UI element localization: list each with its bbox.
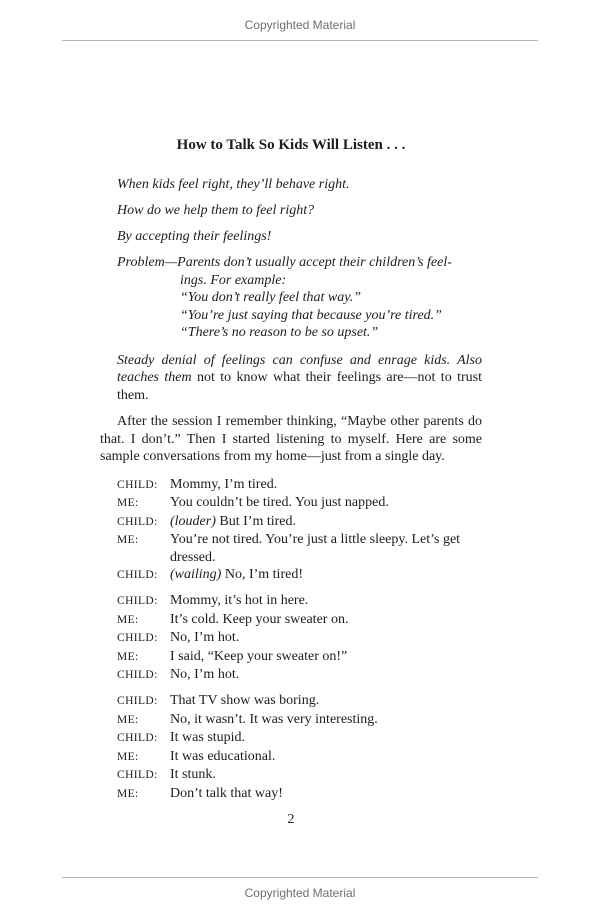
lead-paragraph: When kids feel right, they’ll behave right. xyxy=(117,177,350,192)
dialogue-group xyxy=(117,592,482,685)
steady-italic-segment: Steady denial of feelings can confuse and enrage kids. Also teaches them xyxy=(117,352,482,385)
dialogue-line xyxy=(117,648,482,667)
dialogue-text: Don’t talk that way! xyxy=(170,785,283,801)
speaker-label: ME: xyxy=(117,534,139,546)
speaker-label: CHILD: xyxy=(117,769,158,781)
dialogue-line xyxy=(117,748,482,767)
example-quote: “There’s no reason to be so upset.” xyxy=(180,325,379,340)
problem-examples xyxy=(117,289,482,342)
example-quote: “You don’t really feel that way.” xyxy=(180,290,361,305)
dialogue-text: Mommy, I’m tired. xyxy=(170,476,278,492)
dialogue-line xyxy=(117,785,482,804)
dialogue-text: You couldn’t be tired. You just napped. xyxy=(170,495,389,510)
speaker-label: CHILD: xyxy=(117,478,158,491)
dialogue-text: No, I’m hot. xyxy=(170,630,240,645)
dialogue-text: Mommy, it’s hot in here. xyxy=(170,593,309,608)
dialogue-line xyxy=(117,629,482,648)
dialogue-line xyxy=(117,476,482,495)
speaker-label: ME: xyxy=(117,713,139,726)
steady-denial-paragraph xyxy=(117,352,482,405)
speaker-label: ME: xyxy=(117,650,139,663)
dialogue-text: I said, “Keep your sweater on!” xyxy=(170,648,348,664)
dialogue-line xyxy=(117,494,482,513)
dialogue-text: It’s cold. Keep your sweater on. xyxy=(170,611,349,627)
after-session-paragraph: After the session I remember thinking, “Maybe other parents do that. I don’t.” Then I started listening to myself. Here are some sample conversations from my home—just from a single day. xyxy=(100,414,482,464)
speaker-label: ME: xyxy=(117,787,139,800)
stage-direction: (louder) xyxy=(170,513,216,529)
speaker-label: ME: xyxy=(117,497,139,509)
copyright-notice-bottom: Copyrighted Material xyxy=(244,886,356,900)
dialogue-line xyxy=(117,513,482,532)
speaker-label: CHILD: xyxy=(117,695,158,707)
lead-paragraph: How do we help them to feel right? xyxy=(117,203,315,218)
dialogue-text: That TV show was boring. xyxy=(170,693,320,708)
dialogue-line xyxy=(117,566,482,585)
book-page-content xyxy=(100,136,482,828)
speaker-label: CHILD: xyxy=(117,632,158,644)
speaker-label: ME: xyxy=(117,613,139,626)
speaker-label: CHILD: xyxy=(117,515,158,528)
dialogue-line xyxy=(117,729,482,748)
top-divider xyxy=(62,40,538,41)
speaker-label: CHILD: xyxy=(117,669,158,681)
example-quote: “You’re just saying that because you’re tired.” xyxy=(180,307,442,323)
dialogue-section xyxy=(100,476,482,804)
speaker-label: ME: xyxy=(117,750,139,763)
dialogue-line xyxy=(117,531,482,566)
page-number: 2 xyxy=(287,811,295,827)
dialogue-text: (louder) But I’m tired. xyxy=(170,513,296,529)
dialogue-line xyxy=(117,592,482,611)
dialogue-text: You’re not tired. You’re just a little sleepy. Let’s get dressed. xyxy=(170,532,461,565)
dialogue-text: It was educational. xyxy=(170,748,276,764)
problem-block xyxy=(117,254,482,342)
copyright-notice-top: Copyrighted Material xyxy=(244,18,356,32)
bottom-divider xyxy=(62,877,538,878)
dialogue-line xyxy=(117,666,482,685)
dialogue-group xyxy=(117,692,482,803)
dialogue-line xyxy=(117,711,482,730)
dialogue-line xyxy=(117,766,482,785)
dialogue-text: It was stupid. xyxy=(170,730,246,745)
dialogue-text: (wailing) No, I’m tired! xyxy=(170,567,303,582)
dialogue-text: No, I’m hot. xyxy=(170,667,240,682)
dialogue-text: No, it wasn’t. It was very interesting. xyxy=(170,711,378,727)
lead-paragraph: By accepting their feelings! xyxy=(117,229,272,244)
dialogue-line xyxy=(117,611,482,630)
dialogue-line xyxy=(117,692,482,711)
speaker-label: CHILD: xyxy=(117,569,158,581)
problem-lead-text: Problem—Parents don’t usually accept their children’s feel- ings. For example: xyxy=(117,255,452,288)
speaker-label: CHILD: xyxy=(117,732,158,744)
dialogue-text: It stunk. xyxy=(170,767,216,782)
running-head: How to Talk So Kids Will Listen . . . xyxy=(176,137,406,153)
speaker-label: CHILD: xyxy=(117,595,158,607)
stage-direction: (wailing) xyxy=(170,567,222,582)
italic-lead-block xyxy=(100,176,482,246)
steady-roman-segment: not to know what their feelings are—not to trust them. xyxy=(117,370,482,403)
dialogue-group xyxy=(117,476,482,585)
